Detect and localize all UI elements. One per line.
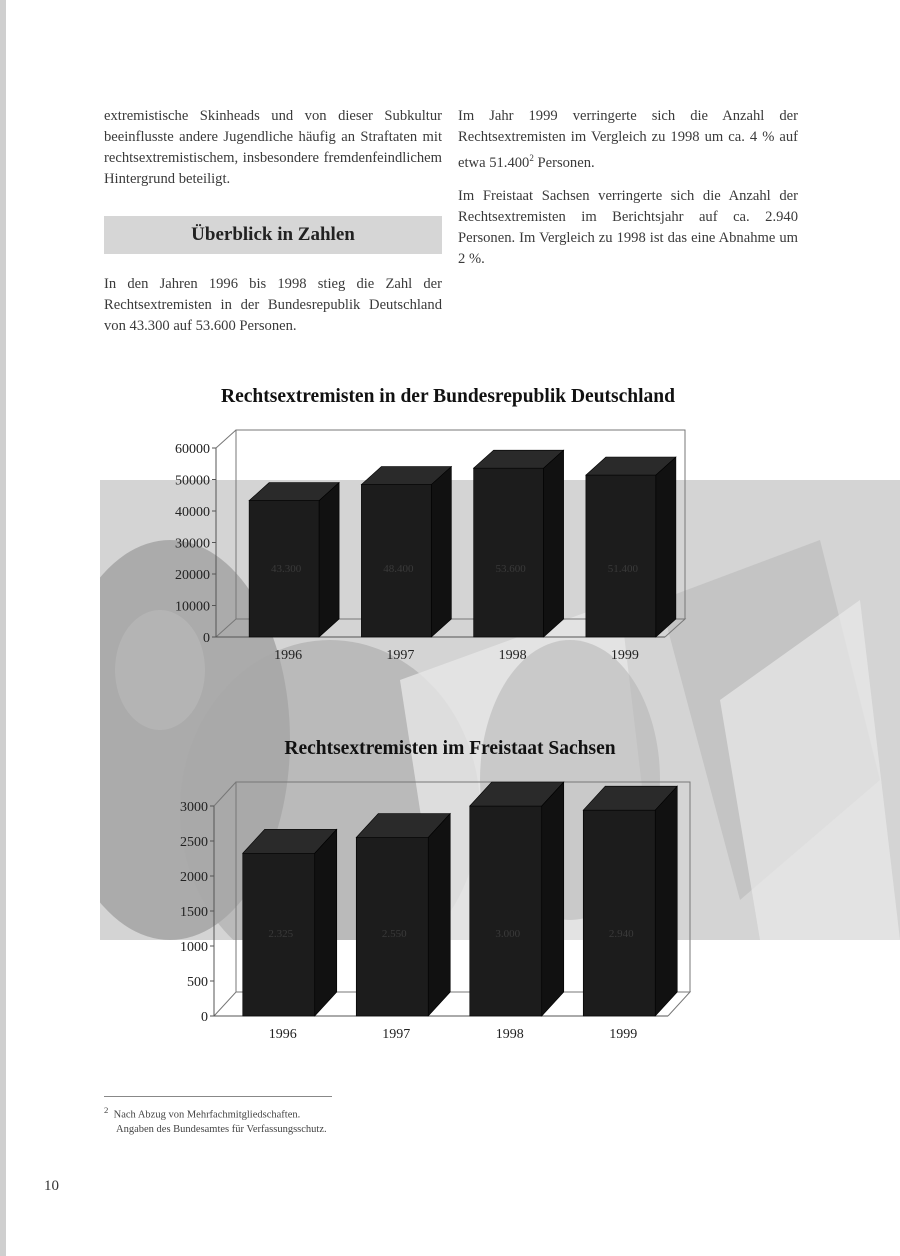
saxony-ytick-label: 1500 bbox=[180, 905, 208, 920]
saxony-bar-side bbox=[428, 814, 450, 1017]
federal-bar bbox=[474, 468, 544, 637]
federal-bar-side bbox=[431, 467, 451, 637]
saxony-value-label: 2.550 bbox=[381, 928, 407, 940]
saxony-bar bbox=[583, 810, 655, 1016]
federal-value-label: 51.400 bbox=[607, 563, 638, 575]
saxony-bar-side bbox=[315, 829, 337, 1016]
federal-paragraph: In den Jahren 1996 bis 1998 stieg die Zahl der Rechtsextremisten in der Bundesrepublik Deutschland von 43.300 auf 53.600 Personen. bbox=[104, 276, 442, 334]
section-heading: Überblick in Zahlen bbox=[191, 224, 355, 245]
decline-paragraph: Im Jahr 1999 verringerte sich die Anzahl der Rechtsextremisten im Vergleich zu 1998 um ca. 4 % auf etwa 51.400$^2$ Personen. bbox=[458, 108, 798, 171]
saxony-category-label: 1998 bbox=[495, 1027, 524, 1040]
saxony-value-label: 3.000 bbox=[495, 928, 521, 940]
federal-chart bbox=[0, 380, 900, 670]
saxony-bar-side bbox=[655, 786, 677, 1016]
federal-bar-side bbox=[319, 483, 339, 637]
federal-ytick-label: 10000 bbox=[175, 599, 210, 615]
right-column bbox=[458, 106, 798, 282]
footnote-marker: 2 bbox=[104, 1105, 109, 1115]
saxony-bar-side bbox=[542, 782, 564, 1016]
saxony-ytick-label: 0 bbox=[201, 1010, 208, 1025]
saxony-chart bbox=[0, 730, 900, 1040]
section-heading-box bbox=[104, 216, 442, 254]
saxony-category-label: 1997 bbox=[382, 1027, 411, 1040]
footnote-line2: Angaben des Bundesamtes für Verfassungsschutz. bbox=[116, 1123, 327, 1135]
federal-category-label: 1996 bbox=[274, 648, 303, 663]
federal-value-label: 48.400 bbox=[383, 563, 414, 575]
saxony-ytick-label: 2500 bbox=[180, 835, 208, 850]
federal-ytick-label: 60000 bbox=[175, 442, 210, 457]
federal-top-edge bbox=[216, 430, 236, 448]
saxony-category-label: 1996 bbox=[268, 1027, 297, 1040]
saxony-value-label: 2.325 bbox=[268, 928, 294, 940]
federal-category-label: 1997 bbox=[386, 648, 415, 663]
saxony-bar bbox=[356, 838, 428, 1017]
footnote-ref: 2 bbox=[529, 153, 534, 163]
footnote-rule bbox=[104, 1096, 332, 1097]
footnote bbox=[104, 1103, 327, 1137]
federal-ytick-label: 50000 bbox=[175, 473, 210, 489]
saxony-value-label: 2.940 bbox=[608, 928, 634, 940]
saxony-ytick-label: 500 bbox=[187, 975, 208, 990]
federal-bar bbox=[586, 475, 656, 637]
saxony-ytick-label: 3000 bbox=[180, 800, 208, 815]
saxony-paragraph: Im Freistaat Sachsen verringerte sich die Anzahl der Rechtsextremisten im Berichtsjahr auf ca. 2.940 Personen. Im Vergleich zu 1998 ist das eine Abnahme um 2 %. bbox=[458, 187, 798, 267]
saxony-top-edge bbox=[214, 782, 236, 806]
federal-bar bbox=[361, 485, 431, 637]
federal-ytick-label: 0 bbox=[203, 631, 210, 646]
left-column-lower bbox=[104, 274, 442, 349]
saxony-ytick-label: 2000 bbox=[180, 870, 208, 885]
federal-ytick-label: 30000 bbox=[175, 536, 210, 552]
saxony-category-label: 1999 bbox=[609, 1027, 638, 1040]
saxony-chart-title: Rechtsextremisten im Freistaat Sachsen bbox=[284, 738, 616, 759]
federal-bar-side bbox=[544, 450, 564, 637]
page-number: 10 bbox=[44, 1178, 59, 1194]
federal-category-label: 1999 bbox=[610, 648, 639, 663]
intro-paragraph: extremistische Skinheads und von dieser Subkultur beeinflusste andere Jugendliche häufig an Straftaten mit rechtsextremistischem, insbesondere fremdenfeindlichem Hintergrund beteiligt. bbox=[104, 108, 442, 187]
federal-value-label: 43.300 bbox=[271, 563, 302, 575]
footnote-line1: Nach Abzug von Mehrfachmitgliedschaften. bbox=[113, 1109, 301, 1121]
federal-category-label: 1998 bbox=[498, 648, 527, 663]
federal-bar-side bbox=[656, 457, 676, 637]
federal-chart-title: Rechtsextremisten in der Bundesrepublik Deutschland bbox=[221, 386, 675, 407]
federal-ytick-label: 20000 bbox=[175, 568, 210, 583]
saxony-bar bbox=[470, 806, 542, 1016]
left-column bbox=[104, 106, 442, 202]
federal-ytick-label: 40000 bbox=[175, 505, 210, 520]
federal-value-label: 53.600 bbox=[495, 563, 526, 575]
saxony-ytick-label: 1000 bbox=[180, 940, 208, 955]
